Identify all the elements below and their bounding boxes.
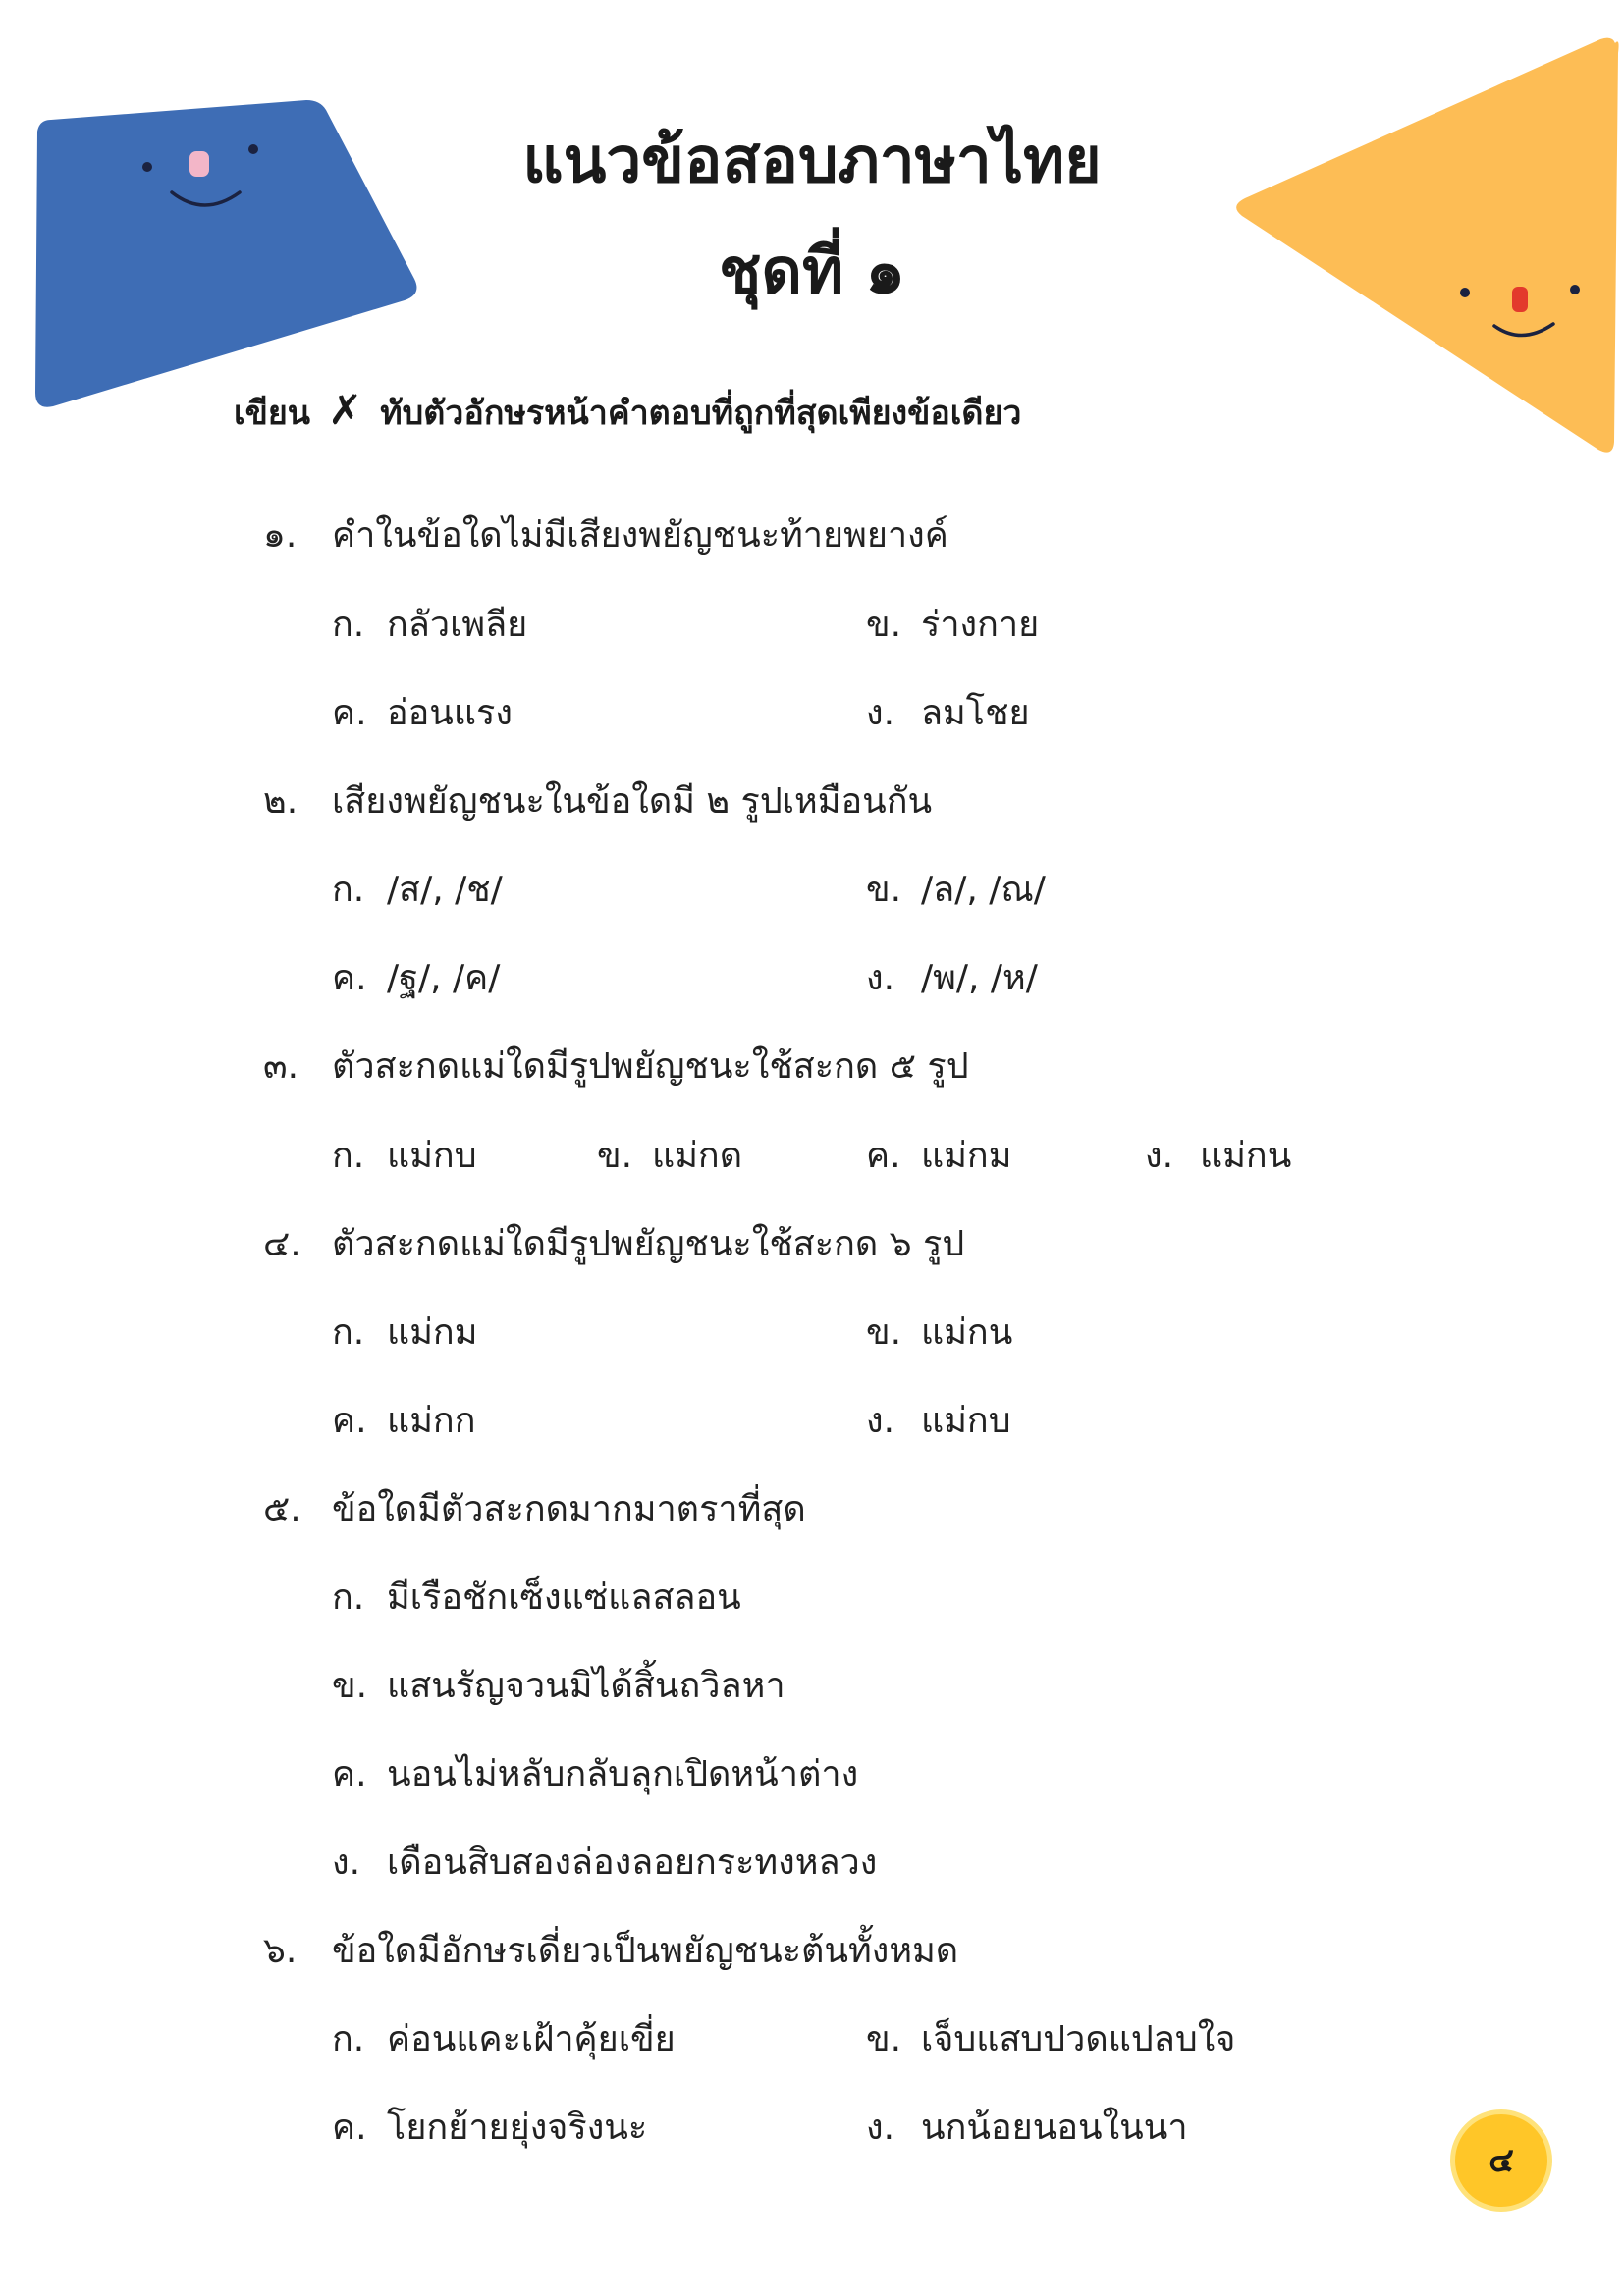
page-title: แนวข้อสอบภาษาไทย (522, 125, 1102, 197)
option-key: ก. (332, 1136, 365, 1176)
option-text: แม่กม (921, 1136, 1012, 1176)
question-text: ข้อใดมีตัวสะกดมากมาตราที่สุด (332, 1489, 806, 1529)
option-text: แม่กม (387, 1312, 478, 1353)
option-text: แม่กก (387, 1401, 476, 1441)
option-key: ค. (332, 693, 367, 733)
option-key: ง. (866, 1401, 895, 1441)
option-text: /ส/, /ช/ (387, 870, 503, 910)
question-text: ข้อใดมีอักษรเดี่ยวเป็นพยัญชนะต้นทั้งหมด (332, 1931, 959, 1971)
q1-option-c[interactable] (332, 693, 513, 733)
option-text: /ฐ/, /ค/ (387, 958, 501, 998)
option-key: ง. (1145, 1136, 1174, 1176)
question-number: ๓. (263, 1046, 299, 1087)
question-1 (263, 515, 948, 556)
option-key: ก. (332, 2019, 365, 2059)
q5-option-c[interactable] (332, 1754, 859, 1794)
question-3 (263, 1046, 969, 1087)
option-text: มีเรือชักเซ็งแซ่แลสลอน (387, 1577, 741, 1618)
q5-option-d[interactable] (332, 1842, 878, 1883)
q4-option-d[interactable] (866, 1401, 1011, 1441)
option-text: อ่อนแรง (387, 693, 513, 733)
q3-option-b[interactable] (597, 1136, 743, 1176)
option-key: ง. (866, 693, 895, 733)
question-4 (263, 1224, 965, 1264)
instruction-after: ทับตัวอักษรหน้าคำตอบที่ถูกที่สุดเพียงข้อเดียว (380, 394, 1022, 433)
option-key: ข. (866, 2019, 902, 2059)
q3-option-c[interactable] (866, 1136, 1012, 1176)
option-text: เจ็บแสบปวดแปลบใจ (921, 2019, 1236, 2059)
option-text: นอนไม่หลับกลับลุกเปิดหน้าต่าง (387, 1754, 859, 1794)
option-text: นกน้อยนอนในนา (921, 2108, 1188, 2148)
q2-option-b[interactable] (866, 870, 1046, 910)
page-number: ๔ (1489, 2141, 1514, 2180)
option-key: ก. (332, 1577, 365, 1618)
option-text: แม่กน (921, 1312, 1013, 1353)
question-text: ตัวสะกดแม่ใดมีรูปพยัญชนะใช้สะกด ๕ รูป (332, 1046, 969, 1087)
option-key: ข. (332, 1666, 368, 1706)
q2-option-c[interactable] (332, 958, 501, 998)
instruction-text (234, 386, 1022, 439)
q2-option-d[interactable] (866, 958, 1038, 998)
q3-option-d[interactable] (1145, 1136, 1292, 1176)
option-key: ก. (332, 1312, 365, 1353)
option-key: ง. (866, 2108, 895, 2148)
page-subtitle: ชุดที่ ๑ (718, 236, 906, 308)
q1-option-b[interactable] (866, 605, 1040, 645)
option-text: โยกย้ายยุ่งจริงนะ (387, 2108, 648, 2148)
option-text: ลมโชย (921, 693, 1030, 733)
option-text: /พ/, /ห/ (921, 958, 1038, 998)
option-text: แม่กด (652, 1136, 743, 1176)
option-text: แสนรัญจวนมิได้สิ้นถวิลหา (387, 1666, 785, 1706)
q4-option-c[interactable] (332, 1401, 476, 1441)
q6-option-d[interactable] (866, 2110, 1188, 2146)
option-key: ค. (332, 1754, 367, 1794)
option-key: ค. (332, 958, 367, 998)
option-key: ค. (866, 1136, 901, 1176)
option-text: /ล/, /ณ/ (921, 870, 1046, 910)
q6-option-a[interactable] (332, 2019, 676, 2059)
option-text: แม่กบ (387, 1136, 477, 1176)
question-2 (263, 781, 933, 822)
question-6 (263, 1931, 959, 1971)
option-key: ง. (866, 958, 895, 998)
option-key: ข. (866, 1312, 902, 1353)
option-key: ข. (866, 605, 902, 645)
q5-option-b[interactable] (332, 1666, 785, 1706)
instruction-before: เขียน (234, 394, 311, 433)
option-key: ก. (332, 870, 365, 910)
q4-option-b[interactable] (866, 1312, 1013, 1353)
question-number: ๔. (263, 1224, 301, 1264)
option-key: ง. (332, 1842, 361, 1883)
question-text: ตัวสะกดแม่ใดมีรูปพยัญชนะใช้สะกด ๖ รูป (332, 1224, 965, 1264)
option-text: แม่กน (1200, 1136, 1292, 1176)
q2-option-a[interactable] (332, 870, 503, 910)
question-number: ๑. (263, 515, 298, 556)
option-text: กลัวเพลีย (387, 605, 528, 645)
option-key: ข. (597, 1136, 633, 1176)
option-key: ก. (332, 605, 365, 645)
question-number: ๕. (263, 1489, 301, 1529)
q3-option-a[interactable] (332, 1136, 477, 1176)
question-text: เสียงพยัญชนะในข้อใดมี ๒ รูปเหมือนกัน (332, 781, 933, 822)
question-text: คำในข้อใดไม่มีเสียงพยัญชนะท้ายพยางค์ (332, 515, 948, 556)
cross-mark-icon: ✗ (328, 386, 363, 434)
option-text: ค่อนแคะเฝ้าคุ้ยเขี่ย (387, 2019, 676, 2059)
option-text: ร่างกาย (921, 605, 1040, 645)
question-number: ๒. (263, 781, 298, 822)
option-text: แม่กบ (921, 1401, 1011, 1441)
q6-option-c[interactable] (332, 2110, 647, 2146)
option-text: เดือนสิบสองล่องลอยกระทงหลวง (387, 1842, 878, 1883)
question-5 (263, 1489, 806, 1529)
q1-option-a[interactable] (332, 605, 528, 645)
option-key: ข. (866, 870, 902, 910)
option-key: ค. (332, 1401, 367, 1441)
q4-option-a[interactable] (332, 1312, 478, 1353)
q5-option-a[interactable] (332, 1577, 741, 1618)
option-key: ค. (332, 2108, 367, 2148)
question-number: ๖. (263, 1931, 298, 1971)
q1-option-d[interactable] (866, 693, 1030, 733)
q6-option-b[interactable] (866, 2019, 1236, 2059)
